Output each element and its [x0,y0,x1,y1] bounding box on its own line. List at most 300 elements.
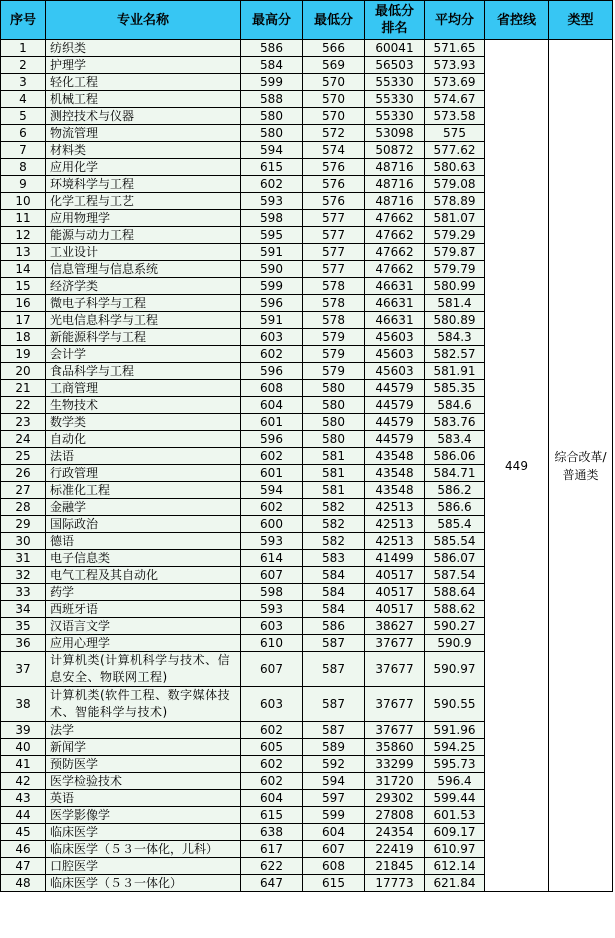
cell-min-score: 584 [303,584,365,601]
cell-min-score: 572 [303,125,365,142]
cell-min-rank: 42513 [365,499,425,516]
cell-avg-score: 601.53 [425,807,485,824]
cell-avg-score: 585.4 [425,516,485,533]
cell-seq: 27 [1,482,46,499]
cell-min-score: 579 [303,346,365,363]
cell-min-score: 607 [303,841,365,858]
cell-seq: 21 [1,380,46,397]
cell-major-name: 测控技术与仪器 [46,108,241,125]
cell-avg-score: 579.08 [425,176,485,193]
cell-min-rank: 47662 [365,261,425,278]
cell-seq: 43 [1,790,46,807]
cell-avg-score: 587.54 [425,567,485,584]
cell-max-score: 607 [241,567,303,584]
cell-avg-score: 574.67 [425,91,485,108]
cell-max-score: 647 [241,875,303,892]
cell-seq: 26 [1,465,46,482]
cell-major-name: 物流管理 [46,125,241,142]
cell-min-rank: 45603 [365,363,425,380]
cell-seq: 28 [1,499,46,516]
cell-seq: 45 [1,824,46,841]
cell-min-score: 604 [303,824,365,841]
cell-major-name: 应用心理学 [46,635,241,652]
cell-min-score: 578 [303,278,365,295]
cell-major-name: 新闻学 [46,739,241,756]
cell-avg-score: 577.62 [425,142,485,159]
cell-seq: 13 [1,244,46,261]
cell-min-rank: 44579 [365,431,425,448]
cell-min-rank: 50872 [365,142,425,159]
cell-major-name: 纺织类 [46,40,241,57]
cell-seq: 11 [1,210,46,227]
cell-avg-score: 584.3 [425,329,485,346]
cell-min-score: 579 [303,363,365,380]
cell-major-name: 机械工程 [46,91,241,108]
cell-min-rank: 55330 [365,74,425,91]
cell-seq: 41 [1,756,46,773]
cell-min-rank: 47662 [365,227,425,244]
cell-seq: 34 [1,601,46,618]
cell-max-score: 591 [241,312,303,329]
cell-min-score: 566 [303,40,365,57]
cell-major-name: 临床医学（５３一体化，儿科） [46,841,241,858]
header-type: 类型 [549,1,613,40]
cell-min-rank: 24354 [365,824,425,841]
cell-max-score: 602 [241,176,303,193]
cell-min-score: 580 [303,431,365,448]
cell-avg-score: 590.97 [425,652,485,687]
cell-major-name: 应用化学 [46,159,241,176]
cell-major-name: 工业设计 [46,244,241,261]
cell-min-rank: 47662 [365,210,425,227]
cell-min-rank: 48716 [365,193,425,210]
cell-major-name: 汉语言文学 [46,618,241,635]
cell-max-score: 594 [241,482,303,499]
cell-max-score: 590 [241,261,303,278]
cell-min-rank: 40517 [365,584,425,601]
cell-min-score: 589 [303,739,365,756]
cell-min-score: 582 [303,533,365,550]
cell-avg-score: 585.54 [425,533,485,550]
cell-min-score: 587 [303,635,365,652]
cell-min-score: 580 [303,397,365,414]
cell-seq: 37 [1,652,46,687]
cell-seq: 3 [1,74,46,91]
cell-avg-score: 582.57 [425,346,485,363]
cell-seq: 15 [1,278,46,295]
cell-max-score: 605 [241,739,303,756]
cell-min-rank: 47662 [365,244,425,261]
cell-min-score: 570 [303,74,365,91]
cell-max-score: 603 [241,687,303,722]
cell-min-score: 587 [303,652,365,687]
cell-min-rank: 44579 [365,414,425,431]
cell-max-score: 584 [241,57,303,74]
cell-major-name: 环境科学与工程 [46,176,241,193]
cell-seq: 17 [1,312,46,329]
header-major: 专业名称 [46,1,241,40]
cell-max-score: 617 [241,841,303,858]
cell-seq: 9 [1,176,46,193]
cell-min-rank: 21845 [365,858,425,875]
cell-seq: 33 [1,584,46,601]
cell-max-score: 622 [241,858,303,875]
cell-major-name: 生物技术 [46,397,241,414]
cell-min-rank: 43548 [365,482,425,499]
cell-max-score: 596 [241,431,303,448]
cell-major-name: 经济学类 [46,278,241,295]
cell-major-name: 食品科学与工程 [46,363,241,380]
cell-avg-score: 584.6 [425,397,485,414]
cell-avg-score: 580.63 [425,159,485,176]
cell-max-score: 600 [241,516,303,533]
cell-max-score: 595 [241,227,303,244]
cell-avg-score: 621.84 [425,875,485,892]
cell-max-score: 598 [241,210,303,227]
cell-max-score: 607 [241,652,303,687]
cell-max-score: 599 [241,74,303,91]
cell-min-rank: 44579 [365,397,425,414]
cell-min-rank: 60041 [365,40,425,57]
cell-avg-score: 586.6 [425,499,485,516]
cell-min-rank: 56503 [365,57,425,74]
cell-min-rank: 45603 [365,329,425,346]
cell-min-rank: 43548 [365,448,425,465]
cell-major-name: 数学类 [46,414,241,431]
cell-major-name: 德语 [46,533,241,550]
cell-min-score: 582 [303,499,365,516]
cell-major-name: 工商管理 [46,380,241,397]
header-min-rank-line1: 最低分 [374,4,414,19]
cell-seq: 32 [1,567,46,584]
cell-min-score: 583 [303,550,365,567]
cell-seq: 14 [1,261,46,278]
cell-seq: 8 [1,159,46,176]
cell-seq: 24 [1,431,46,448]
cell-major-name: 西班牙语 [46,601,241,618]
cell-avg-score: 591.96 [425,722,485,739]
cell-min-rank: 33299 [365,756,425,773]
cell-seq: 25 [1,448,46,465]
cell-max-score: 593 [241,533,303,550]
cell-max-score: 603 [241,618,303,635]
cell-type: 综合改革/普通类 [549,40,613,892]
cell-seq: 40 [1,739,46,756]
cell-min-score: 577 [303,210,365,227]
cell-avg-score: 590.55 [425,687,485,722]
cell-max-score: 601 [241,465,303,482]
cell-major-name: 口腔医学 [46,858,241,875]
cell-seq: 6 [1,125,46,142]
cell-seq: 7 [1,142,46,159]
cell-min-rank: 27808 [365,807,425,824]
cell-min-score: 594 [303,773,365,790]
cell-avg-score: 585.35 [425,380,485,397]
cell-min-score: 587 [303,722,365,739]
cell-min-score: 576 [303,176,365,193]
cell-min-rank: 46631 [365,278,425,295]
cell-min-score: 581 [303,448,365,465]
cell-seq: 29 [1,516,46,533]
cell-major-name: 英语 [46,790,241,807]
cell-major-name: 电子信息类 [46,550,241,567]
cell-seq: 16 [1,295,46,312]
cell-min-rank: 48716 [365,176,425,193]
cell-min-score: 570 [303,91,365,108]
cell-max-score: 602 [241,722,303,739]
cell-max-score: 580 [241,108,303,125]
header-min-rank [365,1,425,40]
cell-major-name: 能源与动力工程 [46,227,241,244]
cell-avg-score: 581.91 [425,363,485,380]
cell-max-score: 604 [241,397,303,414]
cell-major-name: 国际政治 [46,516,241,533]
cell-min-rank: 46631 [365,312,425,329]
cell-min-score: 579 [303,329,365,346]
cell-min-score: 599 [303,807,365,824]
cell-avg-score: 588.62 [425,601,485,618]
cell-avg-score: 588.64 [425,584,485,601]
cell-major-name: 药学 [46,584,241,601]
cell-min-score: 577 [303,261,365,278]
cell-max-score: 598 [241,584,303,601]
cell-seq: 10 [1,193,46,210]
cell-min-rank: 29302 [365,790,425,807]
cell-major-name: 法语 [46,448,241,465]
cell-min-score: 582 [303,516,365,533]
cell-avg-score: 584.71 [425,465,485,482]
cell-min-score: 584 [303,601,365,618]
cell-major-name: 电气工程及其自动化 [46,567,241,584]
cell-major-name: 临床医学（５３一体化） [46,875,241,892]
cell-min-score: 580 [303,380,365,397]
cell-min-rank: 55330 [365,108,425,125]
table-row [1,40,613,57]
cell-seq: 12 [1,227,46,244]
cell-major-name: 新能源科学与工程 [46,329,241,346]
cell-major-name: 化学工程与工艺 [46,193,241,210]
cell-seq: 44 [1,807,46,824]
cell-major-name: 应用物理学 [46,210,241,227]
header-max-score: 最高分 [241,1,303,40]
cell-avg-score: 590.27 [425,618,485,635]
cell-min-rank: 40517 [365,601,425,618]
cell-seq: 4 [1,91,46,108]
cell-min-rank: 53098 [365,125,425,142]
cell-max-score: 610 [241,635,303,652]
header-row [1,1,613,40]
cell-avg-score: 579.87 [425,244,485,261]
cell-major-name: 轻化工程 [46,74,241,91]
cell-avg-score: 578.89 [425,193,485,210]
cell-avg-score: 590.9 [425,635,485,652]
cell-major-name: 标准化工程 [46,482,241,499]
cell-min-score: 570 [303,108,365,125]
table-header [1,1,613,40]
cell-min-rank: 42513 [365,533,425,550]
cell-major-name: 金融学 [46,499,241,516]
cell-seq: 48 [1,875,46,892]
cell-max-score: 602 [241,756,303,773]
cell-major-name: 微电子科学与工程 [46,295,241,312]
cell-major-name: 行政管理 [46,465,241,482]
cell-min-rank: 45603 [365,346,425,363]
cell-major-name: 医学影像学 [46,807,241,824]
cell-seq: 20 [1,363,46,380]
cell-avg-score: 580.99 [425,278,485,295]
cell-min-score: 584 [303,567,365,584]
cell-major-name: 法学 [46,722,241,739]
cell-avg-score: 583.4 [425,431,485,448]
cell-min-rank: 48716 [365,159,425,176]
cell-seq: 30 [1,533,46,550]
cell-min-rank: 37677 [365,722,425,739]
header-seq: 序号 [1,1,46,40]
cell-avg-score: 594.25 [425,739,485,756]
cell-min-score: 576 [303,193,365,210]
cell-max-score: 601 [241,414,303,431]
cell-min-score: 581 [303,482,365,499]
cell-seq: 1 [1,40,46,57]
cell-major-name: 材料类 [46,142,241,159]
cell-min-rank: 42513 [365,516,425,533]
cell-seq: 39 [1,722,46,739]
cell-avg-score: 596.4 [425,773,485,790]
cell-min-score: 580 [303,414,365,431]
cell-min-rank: 22419 [365,841,425,858]
cell-avg-score: 573.58 [425,108,485,125]
cell-avg-score: 579.29 [425,227,485,244]
header-control-line: 省控线 [485,1,549,40]
cell-seq: 31 [1,550,46,567]
cell-avg-score: 595.73 [425,756,485,773]
cell-max-score: 602 [241,448,303,465]
cell-max-score: 580 [241,125,303,142]
cell-max-score: 604 [241,790,303,807]
cell-avg-score: 573.93 [425,57,485,74]
cell-min-rank: 38627 [365,618,425,635]
cell-avg-score: 586.2 [425,482,485,499]
cell-max-score: 602 [241,499,303,516]
cell-avg-score: 612.14 [425,858,485,875]
cell-max-score: 591 [241,244,303,261]
cell-max-score: 638 [241,824,303,841]
cell-max-score: 588 [241,91,303,108]
cell-major-name: 光电信息科学与工程 [46,312,241,329]
cell-seq: 18 [1,329,46,346]
cell-avg-score: 599.44 [425,790,485,807]
cell-max-score: 599 [241,278,303,295]
cell-seq: 2 [1,57,46,74]
cell-seq: 36 [1,635,46,652]
cell-avg-score: 586.06 [425,448,485,465]
cell-seq: 38 [1,687,46,722]
cell-major-name: 信息管理与信息系统 [46,261,241,278]
cell-avg-score: 580.89 [425,312,485,329]
cell-max-score: 603 [241,329,303,346]
cell-max-score: 615 [241,159,303,176]
cell-max-score: 593 [241,193,303,210]
cell-min-score: 569 [303,57,365,74]
cell-max-score: 614 [241,550,303,567]
cell-major-name: 计算机类(计算机科学与技术、信息安全、物联网工程) [46,652,241,687]
cell-avg-score: 581.07 [425,210,485,227]
cell-seq: 46 [1,841,46,858]
cell-seq: 5 [1,108,46,125]
header-avg-score: 平均分 [425,1,485,40]
cell-min-rank: 40517 [365,567,425,584]
cell-seq: 22 [1,397,46,414]
cell-max-score: 593 [241,601,303,618]
cell-min-score: 586 [303,618,365,635]
cell-avg-score: 581.4 [425,295,485,312]
cell-min-rank: 41499 [365,550,425,567]
cell-min-score: 615 [303,875,365,892]
cell-major-name: 临床医学 [46,824,241,841]
header-min-score: 最低分 [303,1,365,40]
cell-min-rank: 35860 [365,739,425,756]
cell-major-name: 预防医学 [46,756,241,773]
cell-major-name: 计算机类(软件工程、数字媒体技术、智能科学与技术) [46,687,241,722]
cell-min-rank: 43548 [365,465,425,482]
cell-avg-score: 609.17 [425,824,485,841]
cell-major-name: 会计学 [46,346,241,363]
cell-min-rank: 37677 [365,635,425,652]
cell-min-score: 587 [303,687,365,722]
header-min-rank-line2: 排名 [381,21,408,36]
cell-min-rank: 31720 [365,773,425,790]
cell-min-rank: 46631 [365,295,425,312]
cell-max-score: 596 [241,363,303,380]
cell-major-name: 自动化 [46,431,241,448]
cell-avg-score: 579.79 [425,261,485,278]
cell-min-score: 578 [303,295,365,312]
cell-min-score: 577 [303,227,365,244]
cell-max-score: 596 [241,295,303,312]
cell-avg-score: 575 [425,125,485,142]
cell-seq: 35 [1,618,46,635]
cell-avg-score: 586.07 [425,550,485,567]
cell-min-score: 577 [303,244,365,261]
cell-avg-score: 573.69 [425,74,485,91]
cell-max-score: 602 [241,346,303,363]
cell-seq: 42 [1,773,46,790]
cell-seq: 23 [1,414,46,431]
cell-max-score: 586 [241,40,303,57]
cell-min-score: 581 [303,465,365,482]
cell-min-score: 608 [303,858,365,875]
cell-major-name: 医学检验技术 [46,773,241,790]
cell-seq: 47 [1,858,46,875]
cell-max-score: 615 [241,807,303,824]
cell-min-score: 574 [303,142,365,159]
cell-avg-score: 583.76 [425,414,485,431]
cell-min-rank: 17773 [365,875,425,892]
cell-min-rank: 44579 [365,380,425,397]
cell-min-rank: 37677 [365,652,425,687]
cell-seq: 19 [1,346,46,363]
cell-avg-score: 571.65 [425,40,485,57]
cell-min-rank: 37677 [365,687,425,722]
table-body [1,40,613,892]
cell-control-line: 449 [485,40,549,892]
cell-min-score: 578 [303,312,365,329]
cell-min-score: 597 [303,790,365,807]
cell-max-score: 608 [241,380,303,397]
cell-max-score: 594 [241,142,303,159]
cell-min-rank: 55330 [365,91,425,108]
cell-min-score: 592 [303,756,365,773]
